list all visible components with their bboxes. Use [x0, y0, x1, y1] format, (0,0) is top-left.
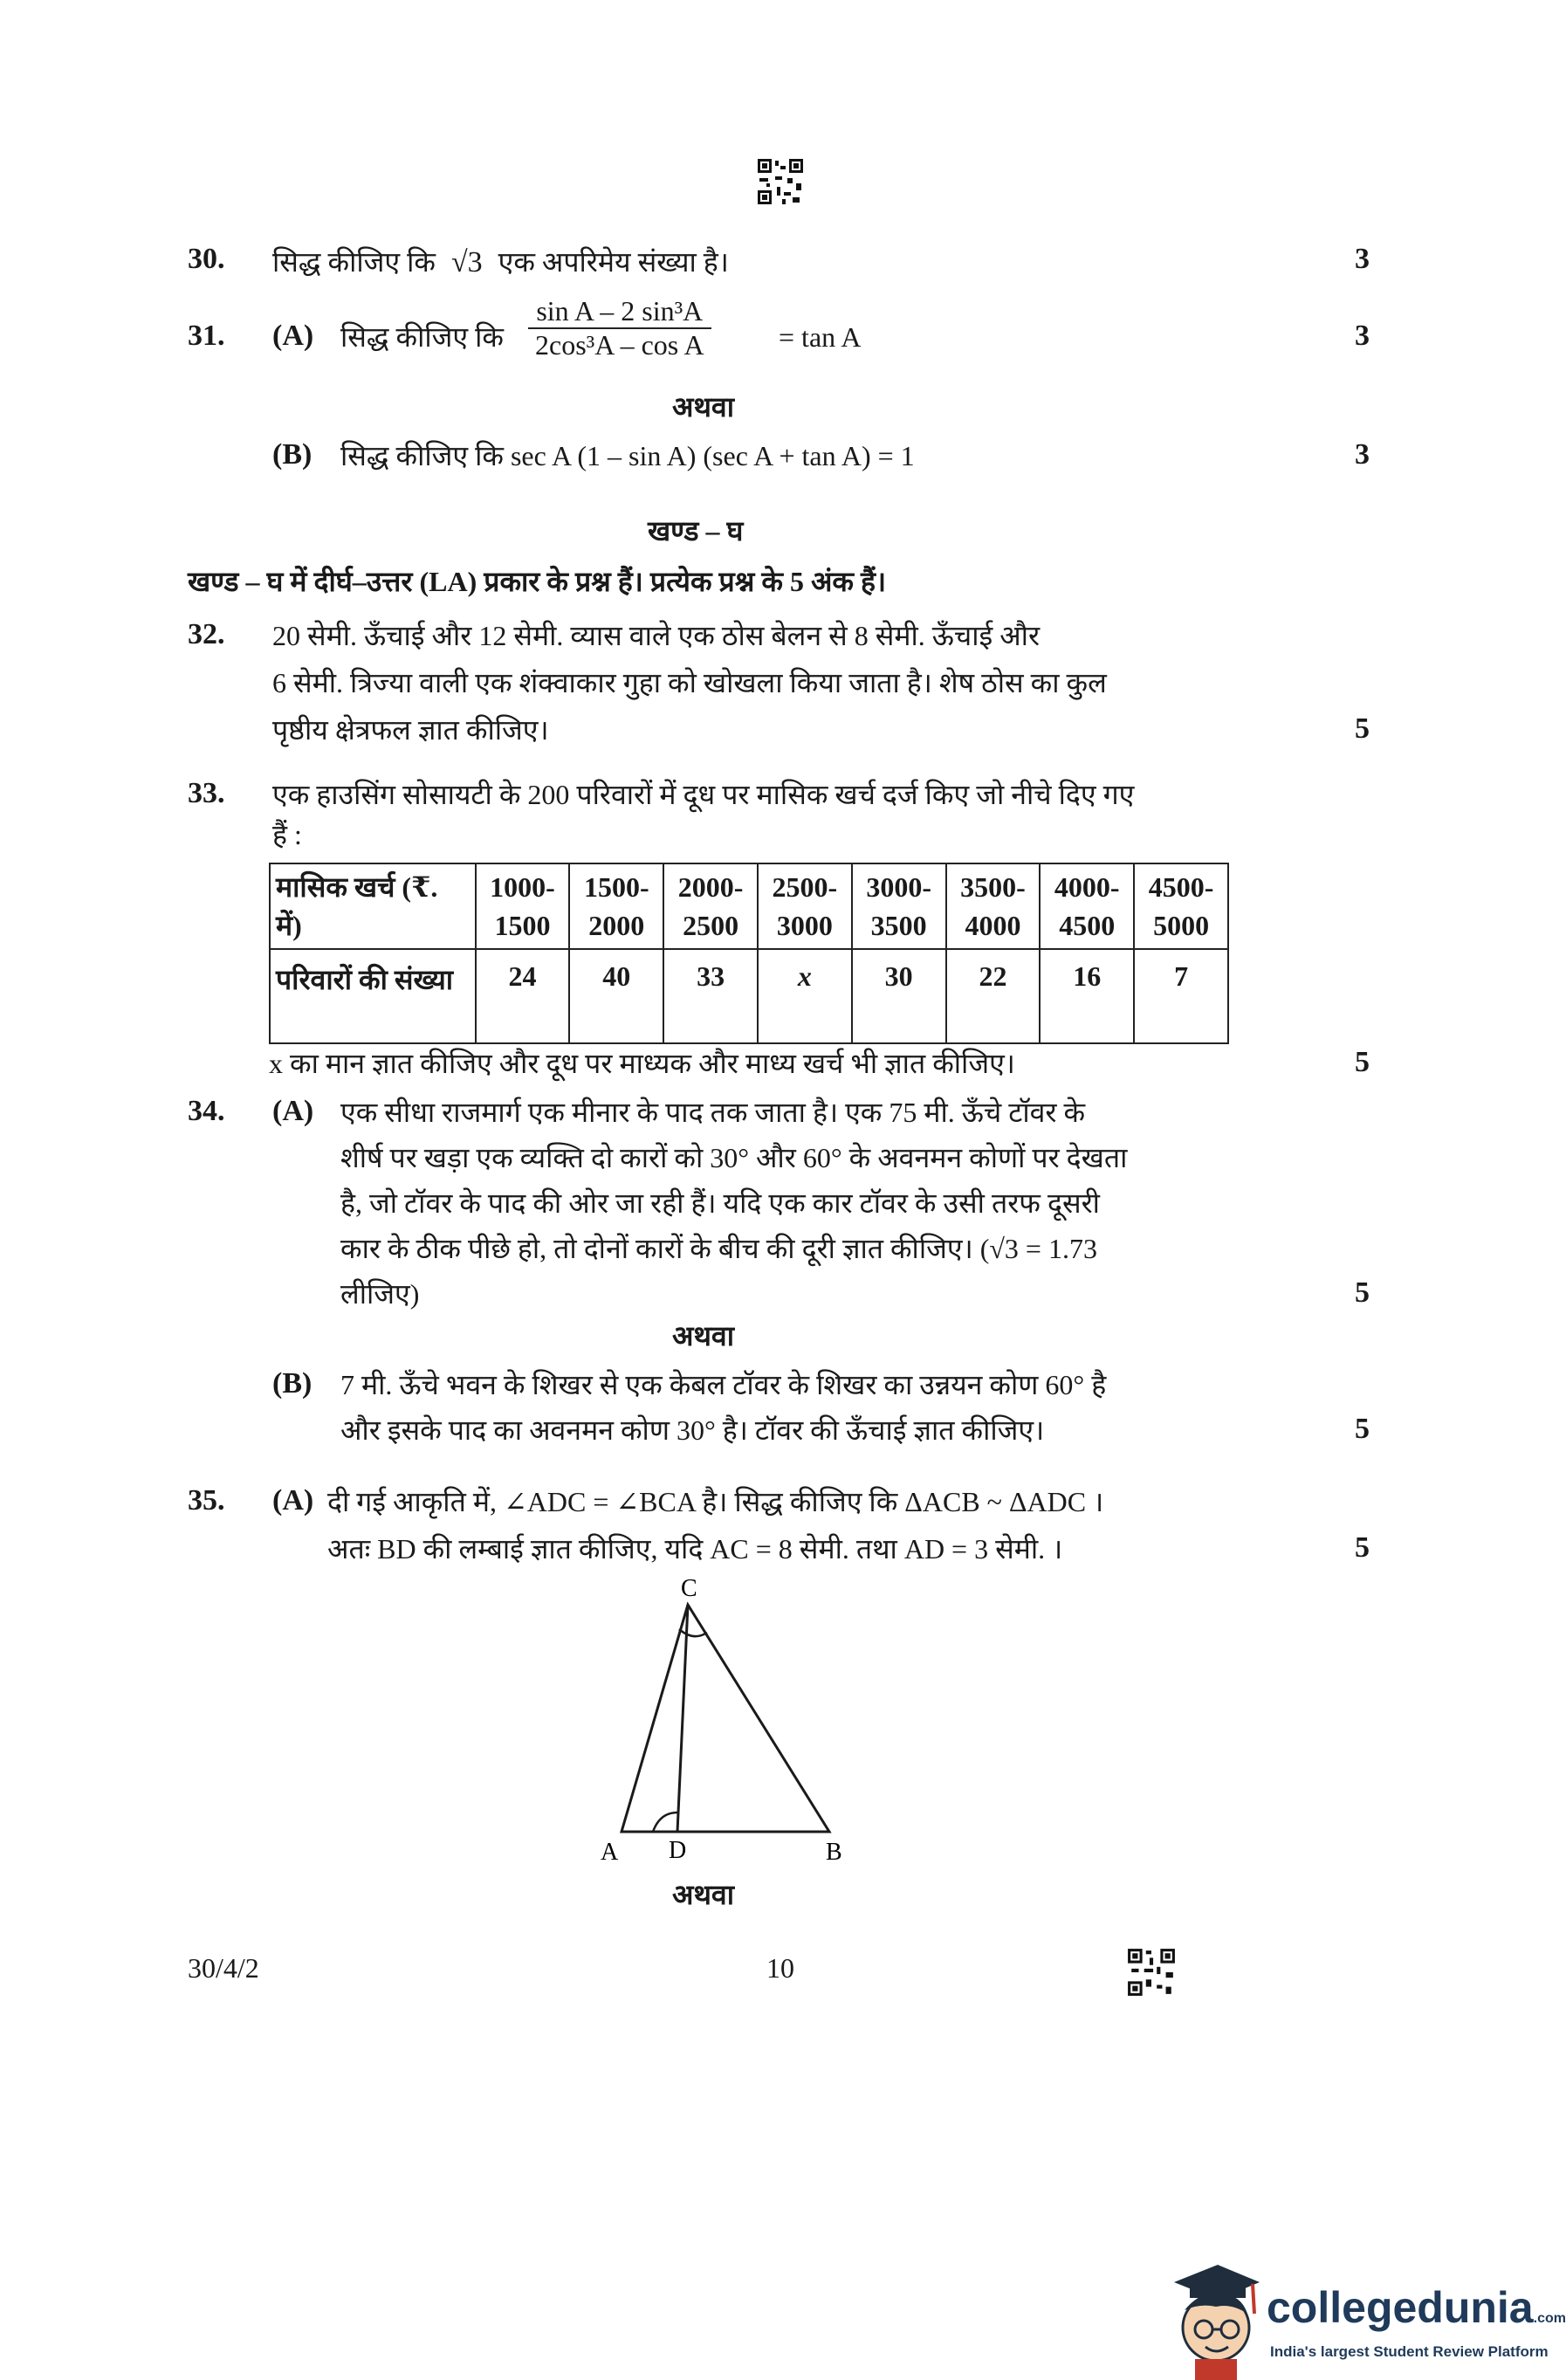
q32-number: 32. [188, 618, 225, 650]
q34-a-line5: लीजिए) [340, 1278, 420, 1310]
q31-or: अथवा [672, 391, 734, 423]
q34-number: 34. [188, 1095, 225, 1127]
qr-code-bottom [1126, 1947, 1177, 1998]
qr-code-top [756, 157, 805, 206]
q33-marks: 5 [1355, 1046, 1370, 1078]
q33-line1: एक हाउसिंग सोसायटी के 200 परिवारों में दूध पर मासिक खर्च दर्ज किए जो नीचे दिए गए [272, 779, 1135, 810]
q31-a-marks: 3 [1355, 320, 1370, 352]
brand-name [1267, 2282, 1566, 2333]
q33-table [269, 863, 1229, 1044]
q31-fraction [528, 295, 711, 361]
table-row [270, 949, 1228, 1043]
q33-class: 1000- 1500 [476, 863, 570, 949]
angle-adc-arc [653, 1813, 677, 1832]
q30-text [272, 237, 729, 287]
q35-a-line1: दी गई आकृति में, ∠ADC = ∠BCA है। सिद्ध कीजिए कि ΔACB ~ ΔADC । [327, 1486, 1104, 1517]
brand-logo [1157, 2256, 1566, 2380]
q33-freq: 40 [569, 949, 663, 1043]
label-c: C [681, 1575, 697, 1602]
table-row [270, 863, 1228, 949]
q30-number: 30. [188, 243, 225, 275]
q33-freq: 7 [1134, 949, 1228, 1043]
q33-row2-label: परिवारों की संख्या [270, 949, 476, 1043]
q34-b-label: (B) [272, 1367, 313, 1400]
q31-b-label: (B) [272, 438, 313, 471]
q34-a-marks: 5 [1355, 1276, 1370, 1309]
q34-a-line3: है, जो टॉवर के पाद की ओर जा रही हैं। यदि एक कार टॉवर के उसी तरफ दूसरी [340, 1187, 1100, 1219]
mascot-icon [1157, 2256, 1261, 2380]
q34-a-label: (A) [272, 1095, 314, 1127]
section-title: खण्ड – घ [648, 515, 744, 547]
q31-numerator: sin A – 2 sin³A [528, 295, 711, 329]
q34-or: अथवा [672, 1320, 734, 1352]
q33-freq: 16 [1040, 949, 1134, 1043]
page-number: 10 [766, 1952, 794, 1984]
brand-tagline: India's largest Student Review Platform [1270, 2343, 1549, 2360]
q33-freq: x [758, 949, 852, 1043]
q33-class: 4500- 5000 [1134, 863, 1228, 949]
q33-row1-label: मासिक खर्च (₹. में) [270, 863, 476, 949]
q31-number: 31. [188, 320, 225, 352]
triangle-acb [622, 1605, 829, 1832]
brand-name-text: collegedunia [1267, 2283, 1534, 2332]
q32-line1: 20 सेमी. ऊँचाई और 12 सेमी. व्यास वाले एक ठोस बेलन से 8 सेमी. ऊँचाई और [272, 620, 1041, 651]
q35-a-line2: अतः BD की लम्बाई ज्ञात कीजिए, यदि AC = 8 सेमी. तथा AD = 3 सेमी. । [327, 1533, 1063, 1565]
q35-marks: 5 [1355, 1531, 1370, 1564]
q32-marks: 5 [1355, 712, 1370, 745]
q33-freq: 24 [476, 949, 570, 1043]
q31-b-marks: 3 [1355, 438, 1370, 471]
q35-a-label: (A) [272, 1484, 314, 1517]
label-d: D [669, 1837, 687, 1864]
label-b: B [826, 1839, 842, 1866]
q34-b-line2: और इसके पाद का अवनमन कोण 30° है। टॉवर की ऊँचाई ज्ञात कीजिए। [340, 1414, 1045, 1446]
section-subtitle: खण्ड – घ में दीर्घ–उत्तर (LA) प्रकार के प्रश्न हैं। प्रत्येक प्रश्न के 5 अंक हैं। [188, 566, 887, 597]
q32-line3: पृष्ठीय क्षेत्रफल ज्ञात कीजिए। [272, 714, 549, 746]
q33-class: 1500- 2000 [569, 863, 663, 949]
q31-a-label: (A) [272, 320, 314, 352]
q34-b-marks: 5 [1355, 1413, 1370, 1445]
paper-code: 30/4/2 [188, 1952, 259, 1984]
q33-class: 4000- 4500 [1040, 863, 1134, 949]
q35-number: 35. [188, 1484, 225, 1517]
q33-after: x का मान ज्ञात कीजिए और दूध पर माध्यक और माध्य खर्च भी ज्ञात कीजिए। [269, 1048, 1015, 1079]
q33-number: 33. [188, 777, 225, 809]
q30-text-a: सिद्ध कीजिए कि [272, 246, 436, 278]
q32-line2: 6 सेमी. त्रिज्या वाली एक शंक्वाकार गुहा को खोखला किया जाता है। शेष ठोस का कुल [272, 667, 1107, 698]
q33-freq: 33 [663, 949, 758, 1043]
q33-line2: हैं : [272, 819, 302, 850]
q30-marks: 3 [1355, 243, 1370, 275]
q34-a-line1: एक सीधा राजमार्ग एक मीनार के पाद तक जाता है। एक 75 मी. ऊँचे टॉवर के [340, 1097, 1086, 1128]
q34-a-line2: शीर्ष पर खड़ा एक व्यक्ति दो कारों को 30° और 60° के अवनमन कोणों पर देखता [340, 1142, 1128, 1173]
q30-text-b: एक अपरिमेय संख्या है। [498, 246, 729, 278]
q31-a-text: सिद्ध कीजिए कि [340, 321, 504, 353]
q33-freq: 30 [852, 949, 946, 1043]
brand-suffix: .com [1533, 2311, 1566, 2326]
q30-sqrt: √3 [450, 246, 483, 279]
q33-class: 2000- 2500 [663, 863, 758, 949]
q31-denominator: 2cos³A – cos A [535, 329, 704, 361]
q33-class: 3500- 4000 [946, 863, 1041, 949]
q34-a-line4: कार के ठीक पीछे हो, तो दोनों कारों के बीच की दूरी ज्ञात कीजिए। (√3 = 1.73 [340, 1233, 1097, 1264]
q33-freq: 22 [946, 949, 1041, 1043]
label-a: A [601, 1839, 619, 1866]
q34-b-line1: 7 मी. ऊँचे भवन के शिखर से एक केबल टॉवर के शिखर का उन्नयन कोण 60° है [340, 1369, 1107, 1400]
triangle-figure [585, 1572, 864, 1866]
q35-or: अथवा [672, 1879, 734, 1910]
q31-rhs: = tan A [779, 321, 862, 353]
q33-class: 3000- 3500 [852, 863, 946, 949]
q33-class: 2500- 3000 [758, 863, 852, 949]
q31-b-text: सिद्ध कीजिए कि sec A (1 – sin A) (sec A + tan A) = 1 [340, 440, 915, 471]
